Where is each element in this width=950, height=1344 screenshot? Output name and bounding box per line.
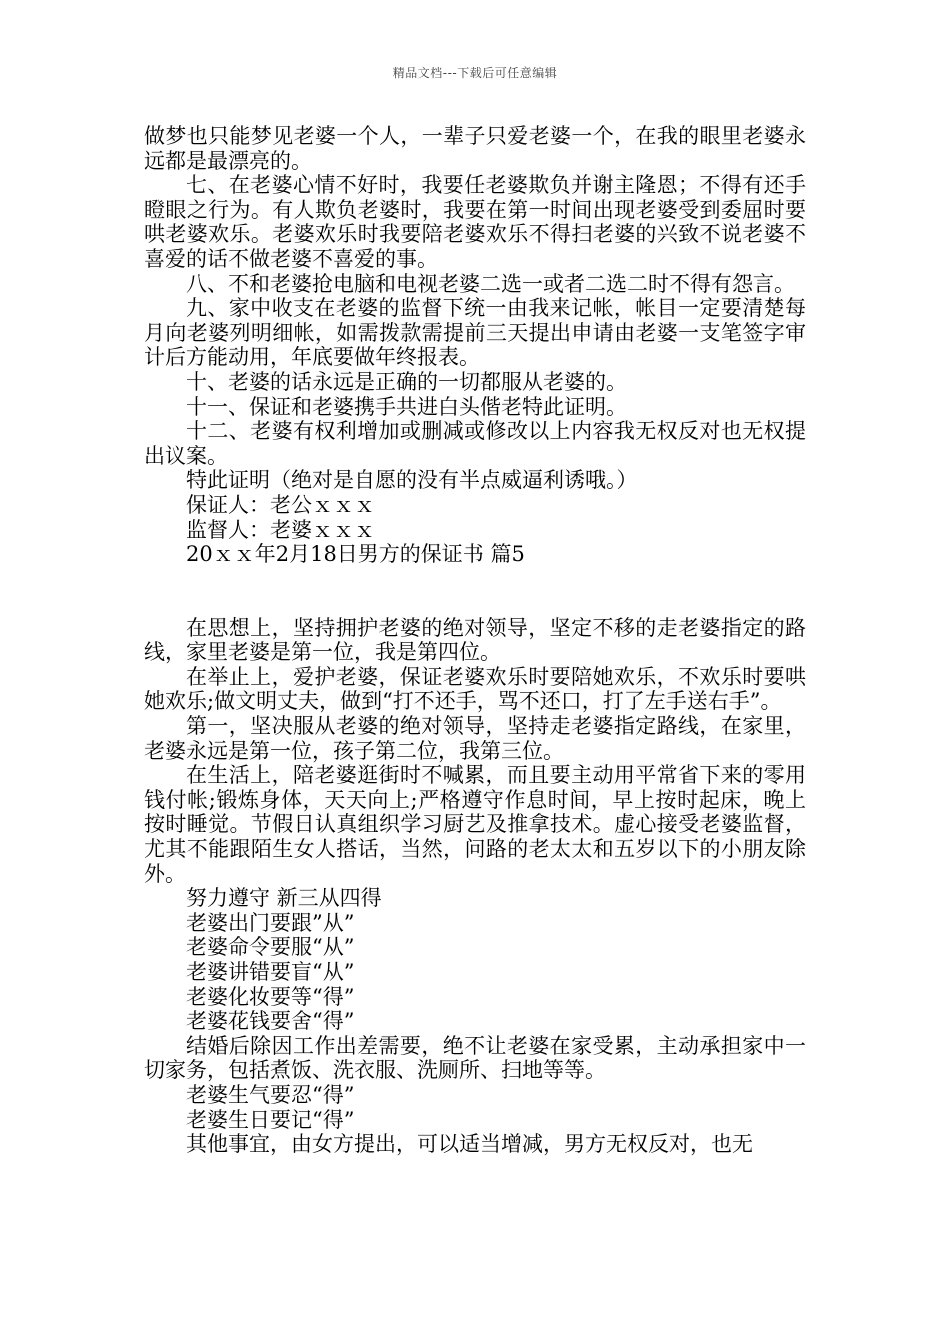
paragraph: 努力遵守 新三从四得: [186, 886, 382, 911]
list-item: 老婆生日要记“得”: [186, 1107, 355, 1132]
paragraph: 在生活上，陪老婆逛街时不喊累，而且要主动用平常省下来的零用钱付帐;锻炼身体，天天向上;严格遵守作息时间，早上按时起床，晚上按时睡觉。节假日认真组织学习厨艺及推拿技术。虚心接受老婆监督，尤其不能跟陌生女人搭话，当然，问路的老太太和五岁以下的小朋友除外。: [144, 763, 806, 886]
paragraph: 八、不和老婆抢电脑和电视老婆二选一或者二选二时不得有怨言。: [186, 271, 795, 296]
paragraph: 在思想上，坚持拥护老婆的绝对领导，坚定不移的走老婆指定的路线，家里老婆是第一位，我是第四位。: [144, 615, 806, 665]
list-item: 老婆化妆要等“得”: [186, 984, 355, 1009]
paragraph: 十一、保证和老婆携手共进白头偕老特此证明。: [186, 394, 627, 419]
signature-line: 监督人：老婆ｘｘｘ: [186, 517, 375, 542]
paragraph: 其他事宜，由女方提出，可以适当增减，男方无权反对，也无: [186, 1132, 753, 1157]
list-item: 老婆命令要服“从”: [186, 935, 355, 960]
list-item: 老婆讲错要盲“从”: [186, 960, 355, 984]
list-item: 老婆花钱要舍“得”: [186, 1009, 355, 1034]
paragraph: 结婚后除因工作出差需要，绝不让老婆在家受累，主动承担家中一切家务，包括煮饭、洗衣服、洗厕所、扫地等等。: [144, 1033, 806, 1083]
paragraph: 九、家中收支在老婆的监督下统一由我来记帐，帐目一定要清楚每月向老婆列明细帐，如需拨款需提前三天提出申请由老婆一支笔签字审计后方能动用，年底要做年终报表。: [144, 296, 806, 370]
paragraph: 十、老婆的话永远是正确的一切都服从老婆的。: [186, 369, 627, 394]
paragraph: 十二、老婆有权利增加或删减或修改以上内容我无权反对也无权提出议案。: [144, 419, 806, 468]
document-body: [144, 124, 806, 1157]
list-item: 老婆生气要忍“得”: [186, 1082, 355, 1107]
paragraph: 第一，坚决服从老婆的绝对领导，坚持走老婆指定路线，在家里，老婆永远是第一位，孩子第二位，我第三位。: [144, 714, 806, 763]
section-heading: 20ｘｘ年2月18日男方的保证书 篇5: [186, 542, 525, 567]
paragraph: 特此证明（绝对是自愿的没有半点威逼利诱哦。）: [186, 468, 638, 493]
page-header: 精品文档---下载后可任意编辑: [392, 66, 558, 80]
section-gap: [144, 567, 806, 616]
signature-line: 保证人：老公ｘｘｘ: [186, 492, 375, 517]
paragraph: 在举止上，爱护老婆，保证老婆欢乐时要陪她欢乐，不欢乐时要哄她欢乐;做文明丈夫，做到“打不还手，骂不还口，打了左手送右手”。: [144, 664, 806, 714]
list-item: 老婆出门要跟”从”: [186, 910, 355, 935]
paragraph: 做梦也只能梦见老婆一个人，一辈子只爱老婆一个，在我的眼里老婆永远都是最漂亮的。: [144, 124, 806, 173]
paragraph: 七、在老婆心情不好时，我要任老婆欺负并谢主隆恩；不得有还手瞪眼之行为。有人欺负老婆时，我要在第一时间出现老婆受到委屈时要哄老婆欢乐。老婆欢乐时我要陪老婆欢乐不得扫老婆的兴致不说老婆不喜爱的话不做老婆不喜爱的事。: [144, 173, 806, 271]
